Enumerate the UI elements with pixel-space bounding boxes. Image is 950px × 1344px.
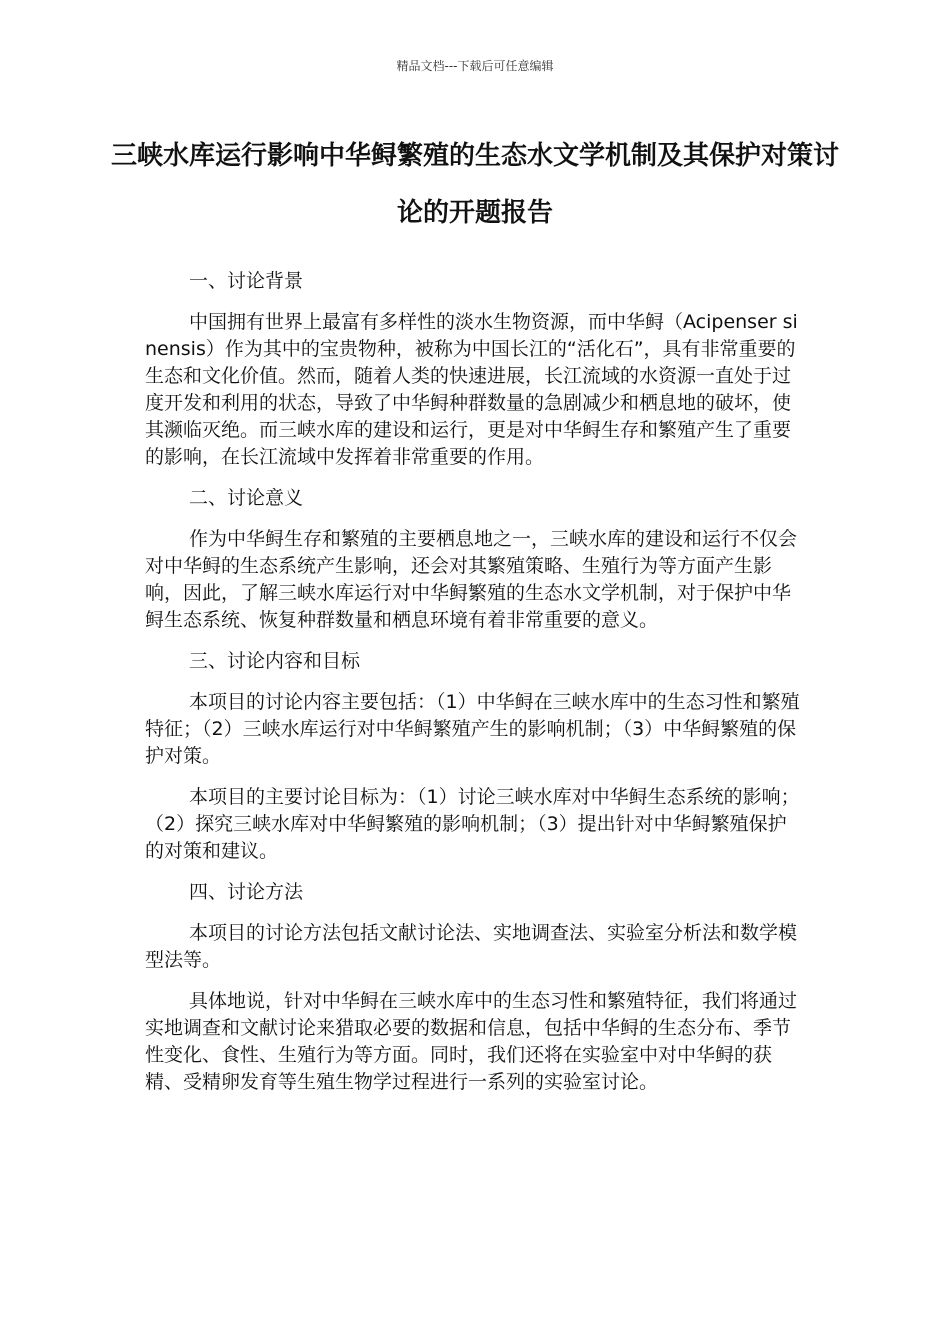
page-header-note: 精品文档---下载后可任意编辑 bbox=[396, 59, 554, 73]
section-heading: 三、讨论内容和目标 bbox=[189, 650, 361, 672]
paragraph: 具体地说，针对中华鲟在三峡水库中的生态习性和繁殖特征，我们将通过实地调查和文献讨论来猎取必要的数据和信息，包括中华鲟的生态分布、季节性变化、食性、生殖行为等方面。同时，我们还将在实验室中对中华鲟的获精、受精卵发育等生殖生物学过程进行一系列的实验室讨论。 bbox=[145, 990, 798, 1093]
document-body bbox=[145, 268, 805, 1110]
document-title: 三峡水库运行影响中华鲟繁殖的生态水文学机制及其保护对策讨论的开题报告 bbox=[110, 141, 839, 228]
paragraph: 本项目的主要讨论目标为：（1）讨论三峡水库对中华鲟生态系统的影响；（2）探究三峡水库对中华鲟繁殖的影响机制；（3）提出针对中华鲟繁殖保护的对策和建议。 bbox=[145, 786, 800, 862]
section-heading: 一、讨论背景 bbox=[189, 270, 304, 292]
paragraph: 本项目的讨论内容主要包括：（1）中华鲟在三峡水库中的生态习性和繁殖特征；（2）三峡水库运行对中华鲟繁殖产生的影响机制；（3）中华鲟繁殖的保护对策。 bbox=[145, 691, 800, 767]
paragraph: 本项目的讨论方法包括文献讨论法、实地调查法、实验室分析法和数学模型法等。 bbox=[145, 922, 798, 971]
section-heading: 二、讨论意义 bbox=[189, 487, 304, 509]
paragraph: 作为中华鲟生存和繁殖的主要栖息地之一，三峡水库的建设和运行不仅会对中华鲟的生态系统产生影响，还会对其繁殖策略、生殖行为等方面产生影响，因此，了解三峡水库运行对中华鲟繁殖的生态水文学机制，对于保护中华鲟生态系统、恢复种群数量和栖息环境有着非常重要的意义。 bbox=[145, 528, 798, 631]
section-content-goals bbox=[145, 648, 805, 865]
section-heading: 四、讨论方法 bbox=[189, 881, 304, 903]
section-significance bbox=[145, 485, 805, 634]
section-background bbox=[145, 268, 805, 471]
section-methods bbox=[145, 879, 805, 1096]
paragraph: 中国拥有世界上最富有多样性的淡水生物资源，而中华鲟（Acipenser sinensis）作为其中的宝贵物种，被称为中国长江的“活化石”，具有非常重要的生态和文化价值。然而，随着人类的快速进展，长江流域的水资源一直处于过度开发和利用的状态，导致了中华鲟种群数量的急剧减少和栖息地的破坏，使其濒临灭绝。而三峡水库的建设和运行，更是对中华鲟生存和繁殖产生了重要的影响，在长江流域中发挥着非常重要的作用。 bbox=[145, 311, 798, 468]
